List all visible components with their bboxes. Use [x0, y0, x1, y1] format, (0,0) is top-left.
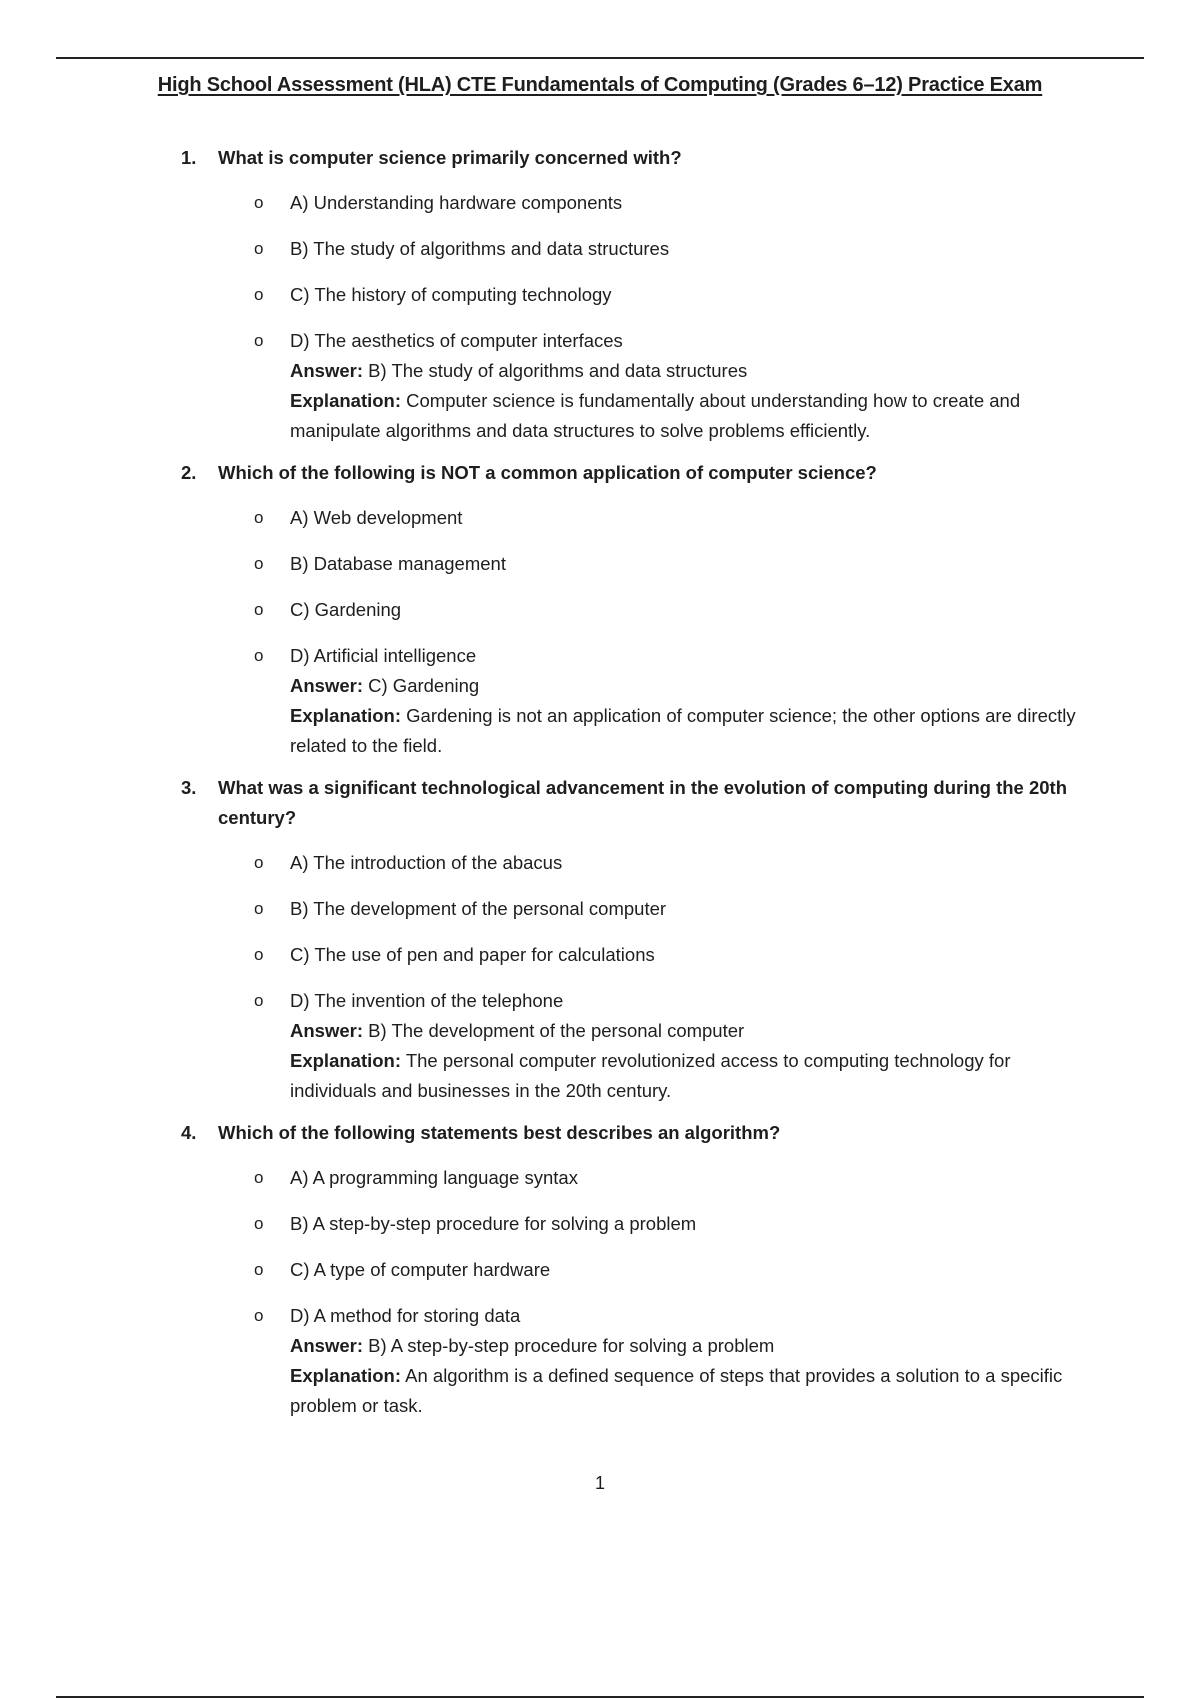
explanation-text: Gardening is not an application of computer science; the other options are directly related to the field.: [290, 705, 1076, 756]
explanation-text: An algorithm is a defined sequence of steps that provides a solution to a specific problem or task.: [290, 1365, 1063, 1416]
bullet-icon: o: [254, 600, 264, 619]
option-d: o D) The aesthetics of computer interfaces: [254, 326, 1200, 356]
options-list: [0, 848, 1200, 1016]
bullet-icon: o: [254, 1214, 264, 1233]
explanation-label: Explanation:: [290, 390, 402, 411]
bullet-icon: o: [254, 331, 264, 350]
option-a: o A) Understanding hardware components: [254, 188, 1200, 218]
answer-block: [290, 356, 1090, 446]
option-d: o D) Artificial intelligence: [254, 641, 1200, 671]
options-list: [0, 1163, 1200, 1331]
option-a: o A) The introduction of the abacus: [254, 848, 1200, 878]
answer-line: [290, 356, 1090, 386]
top-rule: [56, 57, 1144, 59]
question-text: Which of the following statements best describes an algorithm?: [218, 1122, 781, 1143]
answer-block: [290, 671, 1090, 761]
option-b: o B) A step-by-step procedure for solving a problem: [254, 1209, 1200, 1239]
option-d: o D) A method for storing data: [254, 1301, 1200, 1331]
answer-block: [290, 1331, 1090, 1421]
bullet-icon: o: [254, 945, 264, 964]
answer-line: [290, 1016, 1090, 1046]
option-c: o C) The history of computing technology: [254, 280, 1200, 310]
options-list: [0, 188, 1200, 356]
answer-label: Answer:: [290, 1335, 363, 1356]
question-4: [0, 1118, 1200, 1421]
question-number: 3.: [181, 777, 197, 798]
document-title: High School Assessment (HLA) CTE Fundamentals of Computing (Grades 6–12) Practice Exam: [157, 74, 1043, 96]
question-text: What was a significant technological advancement in the evolution of computing during the 20th century?: [218, 777, 1068, 828]
explanation-text: Computer science is fundamentally about understanding how to create and manipulate algorithms and data structures to solve problems efficiently.: [290, 390, 1021, 441]
bullet-icon: o: [254, 991, 264, 1010]
question-3: [0, 773, 1200, 1106]
option-c: o C) The use of pen and paper for calculations: [254, 940, 1200, 970]
answer-text: C) Gardening: [368, 675, 480, 696]
option-b: o B) Database management: [254, 549, 1200, 579]
explanation-label: Explanation:: [290, 1050, 402, 1071]
bullet-icon: o: [254, 508, 264, 527]
option-c: o C) A type of computer hardware: [254, 1255, 1200, 1285]
explanation-line: [290, 386, 1090, 446]
answer-text: B) The development of the personal computer: [368, 1020, 745, 1041]
explanation-line: [290, 1046, 1090, 1106]
bullet-icon: o: [254, 554, 264, 573]
explanation-line: [290, 701, 1090, 761]
bullet-icon: o: [254, 899, 264, 918]
explanation-text: The personal computer revolutionized access to computing technology for individuals and businesses in the 20th century.: [290, 1050, 1011, 1101]
bullet-icon: o: [254, 1260, 264, 1279]
bullet-icon: o: [254, 853, 264, 872]
question-1: [0, 143, 1200, 446]
question-text: What is computer science primarily concerned with?: [218, 147, 682, 168]
question-number: 1.: [181, 147, 197, 168]
bullet-icon: o: [254, 646, 264, 665]
answer-line: [290, 671, 1090, 701]
option-d: o D) The invention of the telephone: [254, 986, 1200, 1016]
option-c: o C) Gardening: [254, 595, 1200, 625]
option-b: o B) The development of the personal computer: [254, 894, 1200, 924]
explanation-label: Explanation:: [290, 705, 402, 726]
option-a: o A) Web development: [254, 503, 1200, 533]
question-2: [0, 458, 1200, 761]
answer-text: B) A step-by-step procedure for solving a problem: [368, 1335, 775, 1356]
explanation-label: Explanation:: [290, 1365, 402, 1386]
page-number: 1: [594, 1473, 605, 1493]
bullet-icon: o: [254, 1306, 264, 1325]
question-number: 2.: [181, 462, 197, 483]
answer-block: [290, 1016, 1090, 1106]
explanation-line: [290, 1361, 1090, 1421]
option-a: o A) A programming language syntax: [254, 1163, 1200, 1193]
question-text: Which of the following is NOT a common application of computer science?: [218, 462, 877, 483]
bullet-icon: o: [254, 1168, 264, 1187]
question-number: 4.: [181, 1122, 197, 1143]
bullet-icon: o: [254, 285, 264, 304]
answer-label: Answer:: [290, 360, 363, 381]
answer-label: Answer:: [290, 1020, 363, 1041]
answer-text: B) The study of algorithms and data structures: [368, 360, 748, 381]
option-b: o B) The study of algorithms and data structures: [254, 234, 1200, 264]
bottom-rule: [56, 1696, 1144, 1698]
answer-line: [290, 1331, 1090, 1361]
bullet-icon: o: [254, 193, 264, 212]
answer-label: Answer:: [290, 675, 363, 696]
options-list: [0, 503, 1200, 671]
bullet-icon: o: [254, 239, 264, 258]
